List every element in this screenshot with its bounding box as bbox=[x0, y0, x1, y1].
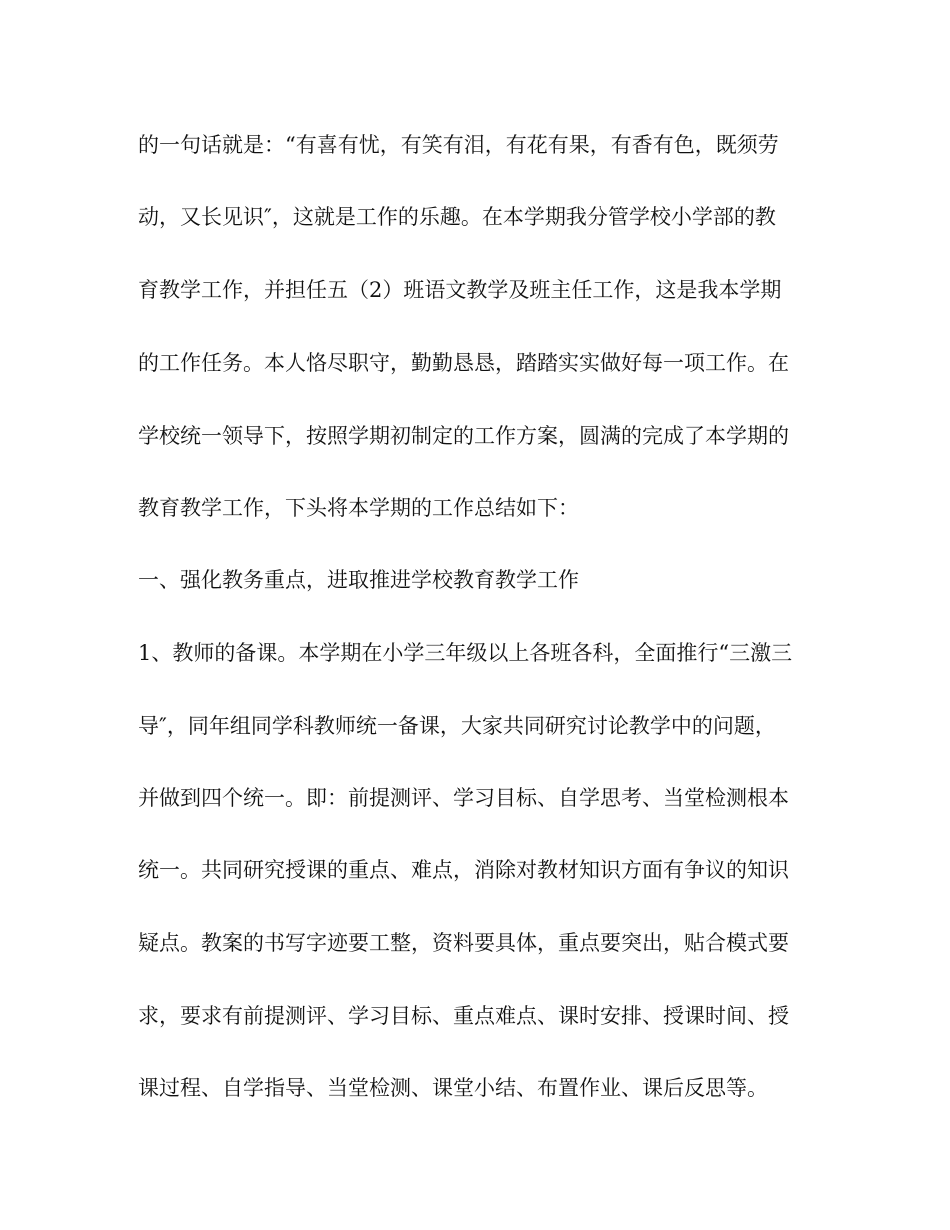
text-line-3: 育教学工作，并担任五（2）班语文教学及班主任工作，这是我本学期 bbox=[138, 278, 782, 302]
text-line-6: 教育教学工作，下头将本学期的工作总结如下： bbox=[138, 496, 579, 520]
text-line-4: 的工作任务。本人恪尽职守，勤勤恳恳，踏踏实实做好每一项工作。在 bbox=[138, 351, 789, 375]
text-line-8: 1、教师的备课。本学期在小学三年级以上各班各科，全面推行“三激三 bbox=[138, 641, 793, 665]
text-line-2: 动，又长见识″，这就是工作的乐趣。在本学期我分管学校小学部的教 bbox=[138, 205, 776, 229]
text-line-5: 学校统一领导下，按照学期初制定的工作方案，圆满的完成了本学期的 bbox=[138, 424, 789, 448]
text-line-1: 的一句话就是：“有喜有忧，有笑有泪，有花有果，有香有色，既须劳 bbox=[138, 133, 779, 157]
text-line-11: 统一。共同研究授课的重点、难点，消除对教材知识方面有争议的知识 bbox=[138, 858, 789, 882]
text-line-9: 导″，同年组同学科教师统一备课，大家共同研究讨论教学中的问题， bbox=[138, 714, 776, 738]
text-line-13: 求，要求有前提测评、学习目标、重点难点、课时安排、授课时间、授 bbox=[138, 1004, 789, 1028]
section-heading: 一、强化教务重点，进取推进学校教育教学工作 bbox=[138, 568, 579, 592]
text-line-12: 疑点。教案的书写字迹要工整，资料要具体，重点要突出，贴合模式要 bbox=[138, 931, 789, 955]
text-line-14: 课过程、自学指导、当堂检测、课堂小结、布置作业、课后反思等。 bbox=[138, 1076, 768, 1100]
text-line-10: 并做到四个统一。即：前提测评、学习目标、自学思考、当堂检测根本 bbox=[138, 786, 789, 810]
